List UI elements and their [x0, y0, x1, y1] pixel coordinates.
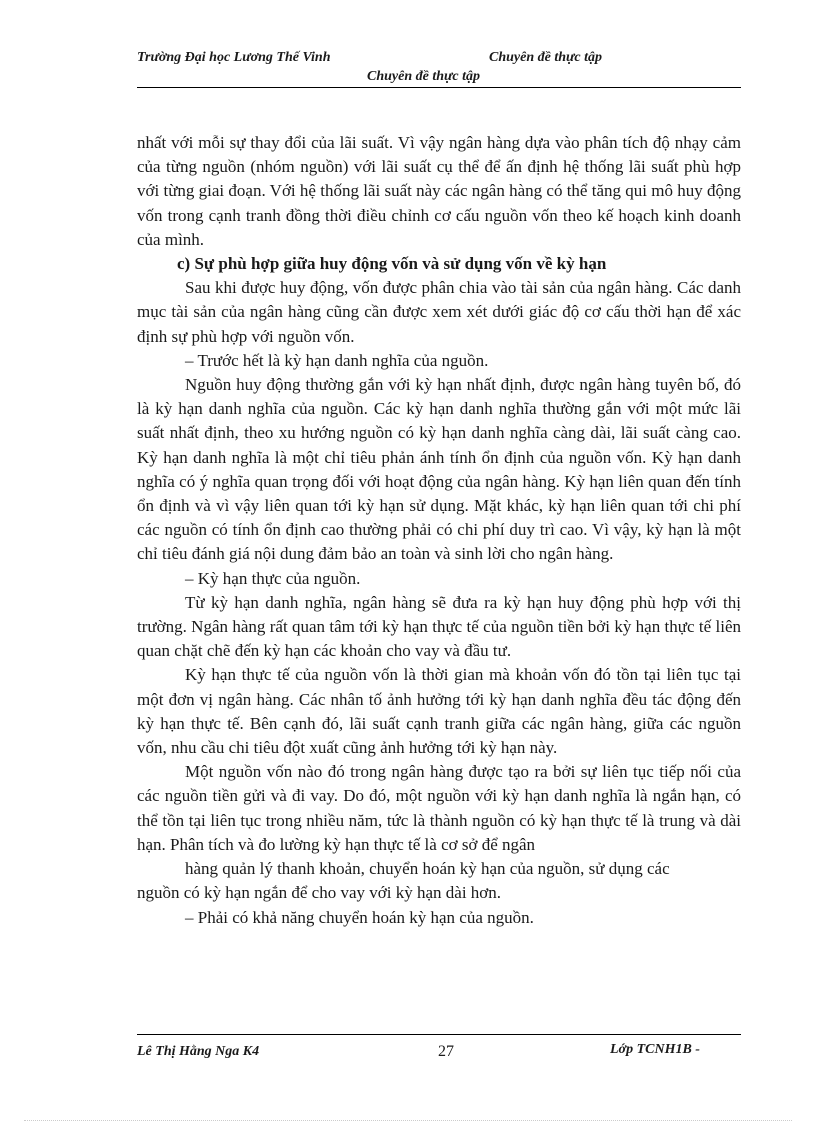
header-doc-type-center: Chuyên đề thực tập [367, 69, 481, 84]
paragraph: nguồn có kỳ hạn ngắn để cho vay với kỳ hạn dài hơn. [137, 883, 502, 903]
paragraph: Kỳ hạn thực tế của nguồn vốn là thời gian mà khoản vốn đó tồn tại liên tục tại một đơn vị ngân hàng. Các nhân tố ảnh hưởng tới kỳ hạn danh nghĩa đều tác động đến kỳ hạn thực tế. Bên cạnh đó, lãi suất cạnh tranh giữa các ngân hàng, giữa các nguồn vốn, nhu cầu chi tiêu đột xuất cũng ảnh hưởng tới kỳ hạn này. [137, 665, 741, 758]
dash-item: – Trước hết là kỳ hạn danh nghĩa của nguồn. [185, 350, 489, 370]
dash-item: – Kỳ hạn thực của nguồn. [185, 568, 361, 588]
header-rule [137, 87, 741, 88]
paragraph: hàng quản lý thanh khoản, chuyển hoán kỳ hạn của nguồn, sử dụng các [185, 859, 670, 879]
header-doc-type-right: Chuyên đề thực tập [489, 50, 603, 65]
footer-rule [137, 1034, 741, 1035]
dash-item: – Phải có khả năng chuyển hoán kỳ hạn của nguồn. [185, 907, 534, 927]
body-text [137, 131, 741, 930]
paragraph: nhất với mỗi sự thay đổi của lãi suất. Vì vậy ngân hàng dựa vào phân tích độ nhạy cảm của từng nguồn (nhóm nguồn) với lãi suất cụ thể để ấn định hệ thống lãi suất phù hợp với từng giai đoạn. Với hệ thống lãi suất này các ngân hàng có thể tăng qui mô huy động vốn trong cạnh tranh đồng thời điều chỉnh cơ cấu nguồn vốn theo kế hoạch kinh doanh của mình. [137, 133, 741, 249]
page-number: 27 [438, 1043, 454, 1060]
section-heading: c) Sự phù hợp giữa huy động vốn và sử dụng vốn về kỳ hạn [177, 254, 607, 274]
paragraph: Nguồn huy động thường gắn với kỳ hạn nhất định, được ngân hàng tuyên bố, đó là kỳ hạn danh nghĩa của nguồn. Các kỳ hạn danh nghĩa thường gắn với một mức lãi suất nhất định, theo xu hướng nguồn có kỳ hạn danh nghĩa càng dài, lãi suất càng cao. Kỳ hạn danh nghĩa là một chỉ tiêu phản ánh tính ổn định của nguồn vốn. Kỳ hạn danh nghĩa có ý nghĩa quan trọng đối với hoạt động của ngân hàng. Kỳ hạn liên quan đến tính ổn định và vì vậy liên quan tới kỳ hạn sử dụng. Mặt khác, kỳ hạn liên quan tới chi phí các nguồn có tính ổn định cao thường phải có chi phí duy trì cao. Vì vậy, kỳ hạn là một chỉ tiêu đánh giá nội dung đảm bảo an toàn và sinh lời cho ngân hàng. [137, 375, 741, 564]
paragraph: Một nguồn vốn nào đó trong ngân hàng được tạo ra bởi sự liên tục tiếp nối của các nguồn tiền gửi và đi vay. Do đó, một nguồn với kỳ hạn danh nghĩa là ngắn hạn, có thể tồn tại liên tục trong nhiều năm, tức là thành nguồn có kỳ hạn thực tế là trung và dài hạn. Phân tích và đo lường kỳ hạn thực tế là cơ sở để ngân [137, 762, 741, 854]
header-school: Trường Đại học Lương Thế Vinh [137, 50, 331, 65]
paragraph: Sau khi được huy động, vốn được phân chia vào tài sản của ngân hàng. Các danh mục tài sản của ngân hàng cũng cần được xem xét dưới giác độ cơ cấu thời hạn để xác định sự phù hợp với nguồn vốn. [137, 278, 741, 346]
page-edge [24, 1120, 792, 1121]
footer-class: Lớp TCNH1B - [610, 1042, 700, 1057]
paragraph: Từ kỳ hạn danh nghĩa, ngân hàng sẽ đưa ra kỳ hạn huy động phù hợp với thị trường. Ngân hàng rất quan tâm tới kỳ hạn thực tế của nguồn tiền bởi kỳ hạn thực tế liên quan chặt chẽ đến kỳ hạn các khoản cho vay và đầu tư. [137, 592, 741, 661]
footer-author: Lê Thị Hằng Nga K4 [137, 1044, 260, 1059]
page-header [137, 50, 741, 90]
